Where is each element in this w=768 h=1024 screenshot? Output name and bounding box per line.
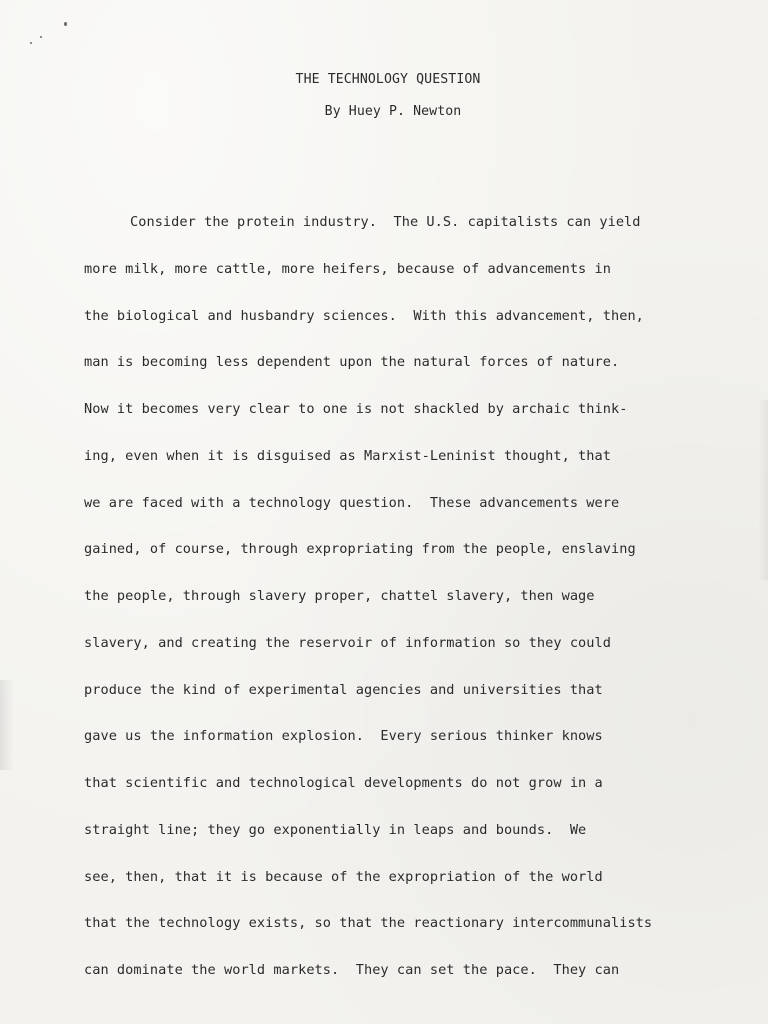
document-author: By Huey P. Newton — [324, 104, 462, 119]
text-line: Now it becomes very clear to one is not shackled by archaic think- — [84, 401, 628, 417]
text-line: man is becoming less dependent upon the natural forces of nature. — [84, 354, 620, 371]
text-line: we are faced with a technology question. These advancements were — [84, 494, 620, 511]
document-title: THE TECHNOLOGY QUESTION — [295, 72, 481, 87]
text-line: the biological and husbandry sciences. With this advancement, then, — [84, 307, 644, 324]
text-line: that scientific and technological developments do not grow in a — [84, 775, 603, 791]
text-line: the people, through slavery proper, chattel slavery, then wage — [84, 588, 595, 604]
ink-speck — [40, 36, 42, 38]
text-line: more milk, more cattle, more heifers, because of advancements in — [84, 260, 611, 277]
text-line: produce the kind of experimental agencies and universities that — [84, 681, 603, 698]
document-body — [84, 212, 744, 1007]
page-edge-shadow — [0, 680, 14, 770]
ink-speck — [30, 42, 32, 44]
text-line: slavery, and creating the reservoir of information so they could — [84, 634, 611, 651]
text-line: straight line; they go exponentially in leaps and bounds. We — [84, 821, 587, 838]
text-line: that the technology exists, so that the reactionary intercommunalists — [84, 915, 653, 932]
ink-speck — [64, 22, 67, 26]
text-line: gave us the information explosion. Every serious thinker knows — [84, 728, 603, 745]
text-line: gained, of course, through expropriating from the people, enslaving — [84, 541, 636, 558]
text-line: Consider the protein industry. The U.S. capitalists can yield — [130, 214, 641, 230]
text-line: see, then, that it is because of the expropriation of the world — [84, 868, 603, 885]
text-line: can dominate the world markets. They can set the pace. They can — [84, 962, 620, 978]
page-right-shadow — [758, 400, 768, 580]
text-line: ing, even when it is disguised as Marxist-Leninist thought, that — [84, 447, 611, 464]
